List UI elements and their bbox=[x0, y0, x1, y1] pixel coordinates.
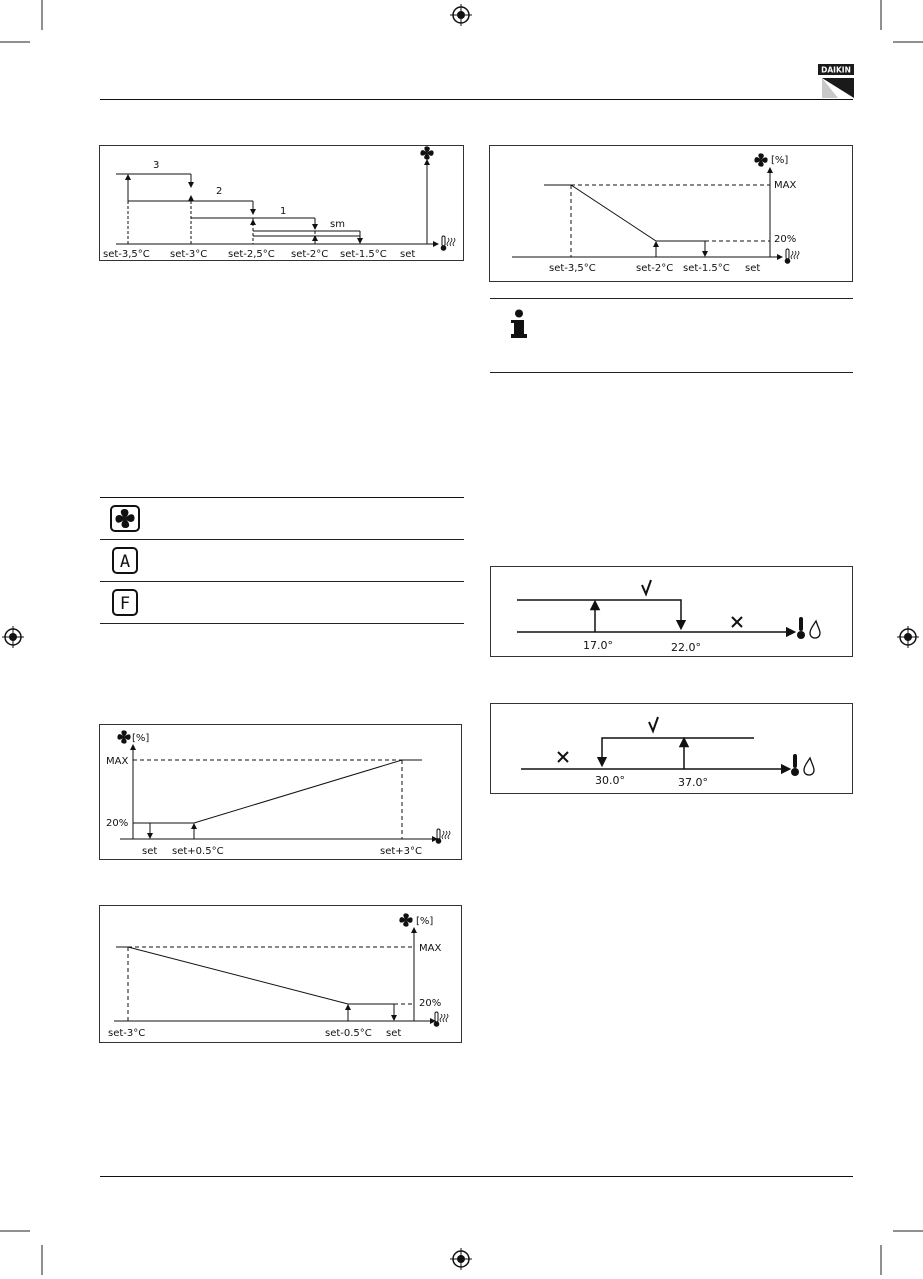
step-label-sm: sm bbox=[330, 219, 345, 230]
fan-only-mode-icon bbox=[110, 589, 140, 616]
x-tick: set-2°C bbox=[636, 263, 674, 274]
y-tick: 20% bbox=[774, 234, 797, 245]
registration-mark-bottom bbox=[450, 1248, 472, 1270]
check-icon bbox=[642, 580, 651, 594]
step-label-1: 1 bbox=[280, 206, 287, 217]
auto-mode-glyph: A bbox=[119, 552, 131, 572]
fan-icon bbox=[117, 730, 130, 743]
humidity-thermometer-icon bbox=[791, 754, 814, 776]
fan-mode-icon bbox=[110, 505, 140, 532]
y-unit: [%] bbox=[771, 155, 789, 166]
y-tick: MAX bbox=[774, 180, 797, 191]
y-tick: 20% bbox=[419, 998, 442, 1009]
y-unit: [%] bbox=[416, 916, 434, 927]
figure-step-fan bbox=[99, 145, 464, 261]
y-tick: MAX bbox=[106, 756, 129, 767]
x-tick: set bbox=[142, 846, 158, 857]
fan-icon bbox=[754, 153, 767, 166]
tick-label: set-1.5°C bbox=[340, 249, 387, 260]
y-tick: MAX bbox=[419, 943, 442, 954]
x-tick: set-0.5°C bbox=[325, 1028, 372, 1039]
step-label-3: 3 bbox=[153, 160, 160, 171]
daikin-logo bbox=[818, 64, 854, 98]
info-note bbox=[490, 298, 853, 373]
fan-icon bbox=[420, 146, 433, 159]
cross-icon bbox=[558, 752, 568, 762]
figure-dew-point-1 bbox=[490, 566, 853, 657]
x-tick: set+0.5°C bbox=[172, 846, 224, 857]
threshold-label: 37.0° bbox=[678, 776, 708, 789]
tick-label: set-2°C bbox=[291, 249, 329, 260]
x-tick: set bbox=[745, 263, 761, 274]
figure-heat-modulation-2 bbox=[99, 905, 462, 1043]
legend-row-fan-only bbox=[100, 582, 464, 624]
y-tick: 20% bbox=[106, 818, 129, 829]
tick-label: set-2,5°C bbox=[228, 249, 275, 260]
check-icon bbox=[649, 717, 658, 731]
header-rule bbox=[100, 99, 853, 100]
registration-mark-left bbox=[2, 626, 24, 648]
fan-only-mode-glyph: F bbox=[119, 594, 131, 614]
heating-thermometer-icon bbox=[785, 249, 799, 264]
x-tick: set+3°C bbox=[380, 846, 423, 857]
info-icon bbox=[510, 309, 528, 339]
tick-label: set bbox=[400, 249, 416, 260]
brand-text: DAIKIN bbox=[821, 65, 851, 75]
tick-label: set-3°C bbox=[170, 249, 208, 260]
figure-cool-modulation bbox=[99, 724, 462, 860]
x-tick: set-1.5°C bbox=[683, 263, 730, 274]
tick-label: set-3,5°C bbox=[103, 249, 150, 260]
registration-mark-top bbox=[450, 4, 472, 26]
threshold-label: 30.0° bbox=[595, 774, 625, 787]
footer-rule bbox=[100, 1176, 853, 1177]
y-unit: [%] bbox=[132, 733, 150, 744]
legend-row-fan bbox=[100, 498, 464, 540]
legend-row-auto bbox=[100, 540, 464, 582]
fan-icon bbox=[399, 913, 412, 926]
auto-mode-icon bbox=[110, 547, 140, 574]
registration-mark-right bbox=[897, 626, 919, 648]
x-tick: set-3,5°C bbox=[549, 263, 596, 274]
heating-thermometer-icon bbox=[436, 829, 450, 844]
heating-thermometer-icon bbox=[434, 1012, 448, 1027]
x-tick: set bbox=[386, 1028, 402, 1039]
cross-icon bbox=[732, 617, 742, 627]
threshold-label: 17.0° bbox=[583, 639, 613, 652]
step-label-2: 2 bbox=[216, 186, 223, 197]
humidity-thermometer-icon bbox=[797, 617, 820, 639]
figure-heat-modulation bbox=[489, 145, 853, 282]
x-tick: set-3°C bbox=[108, 1028, 146, 1039]
figure-dew-point-2 bbox=[490, 703, 853, 794]
threshold-label: 22.0° bbox=[671, 641, 701, 654]
heating-thermometer-icon bbox=[441, 236, 455, 251]
